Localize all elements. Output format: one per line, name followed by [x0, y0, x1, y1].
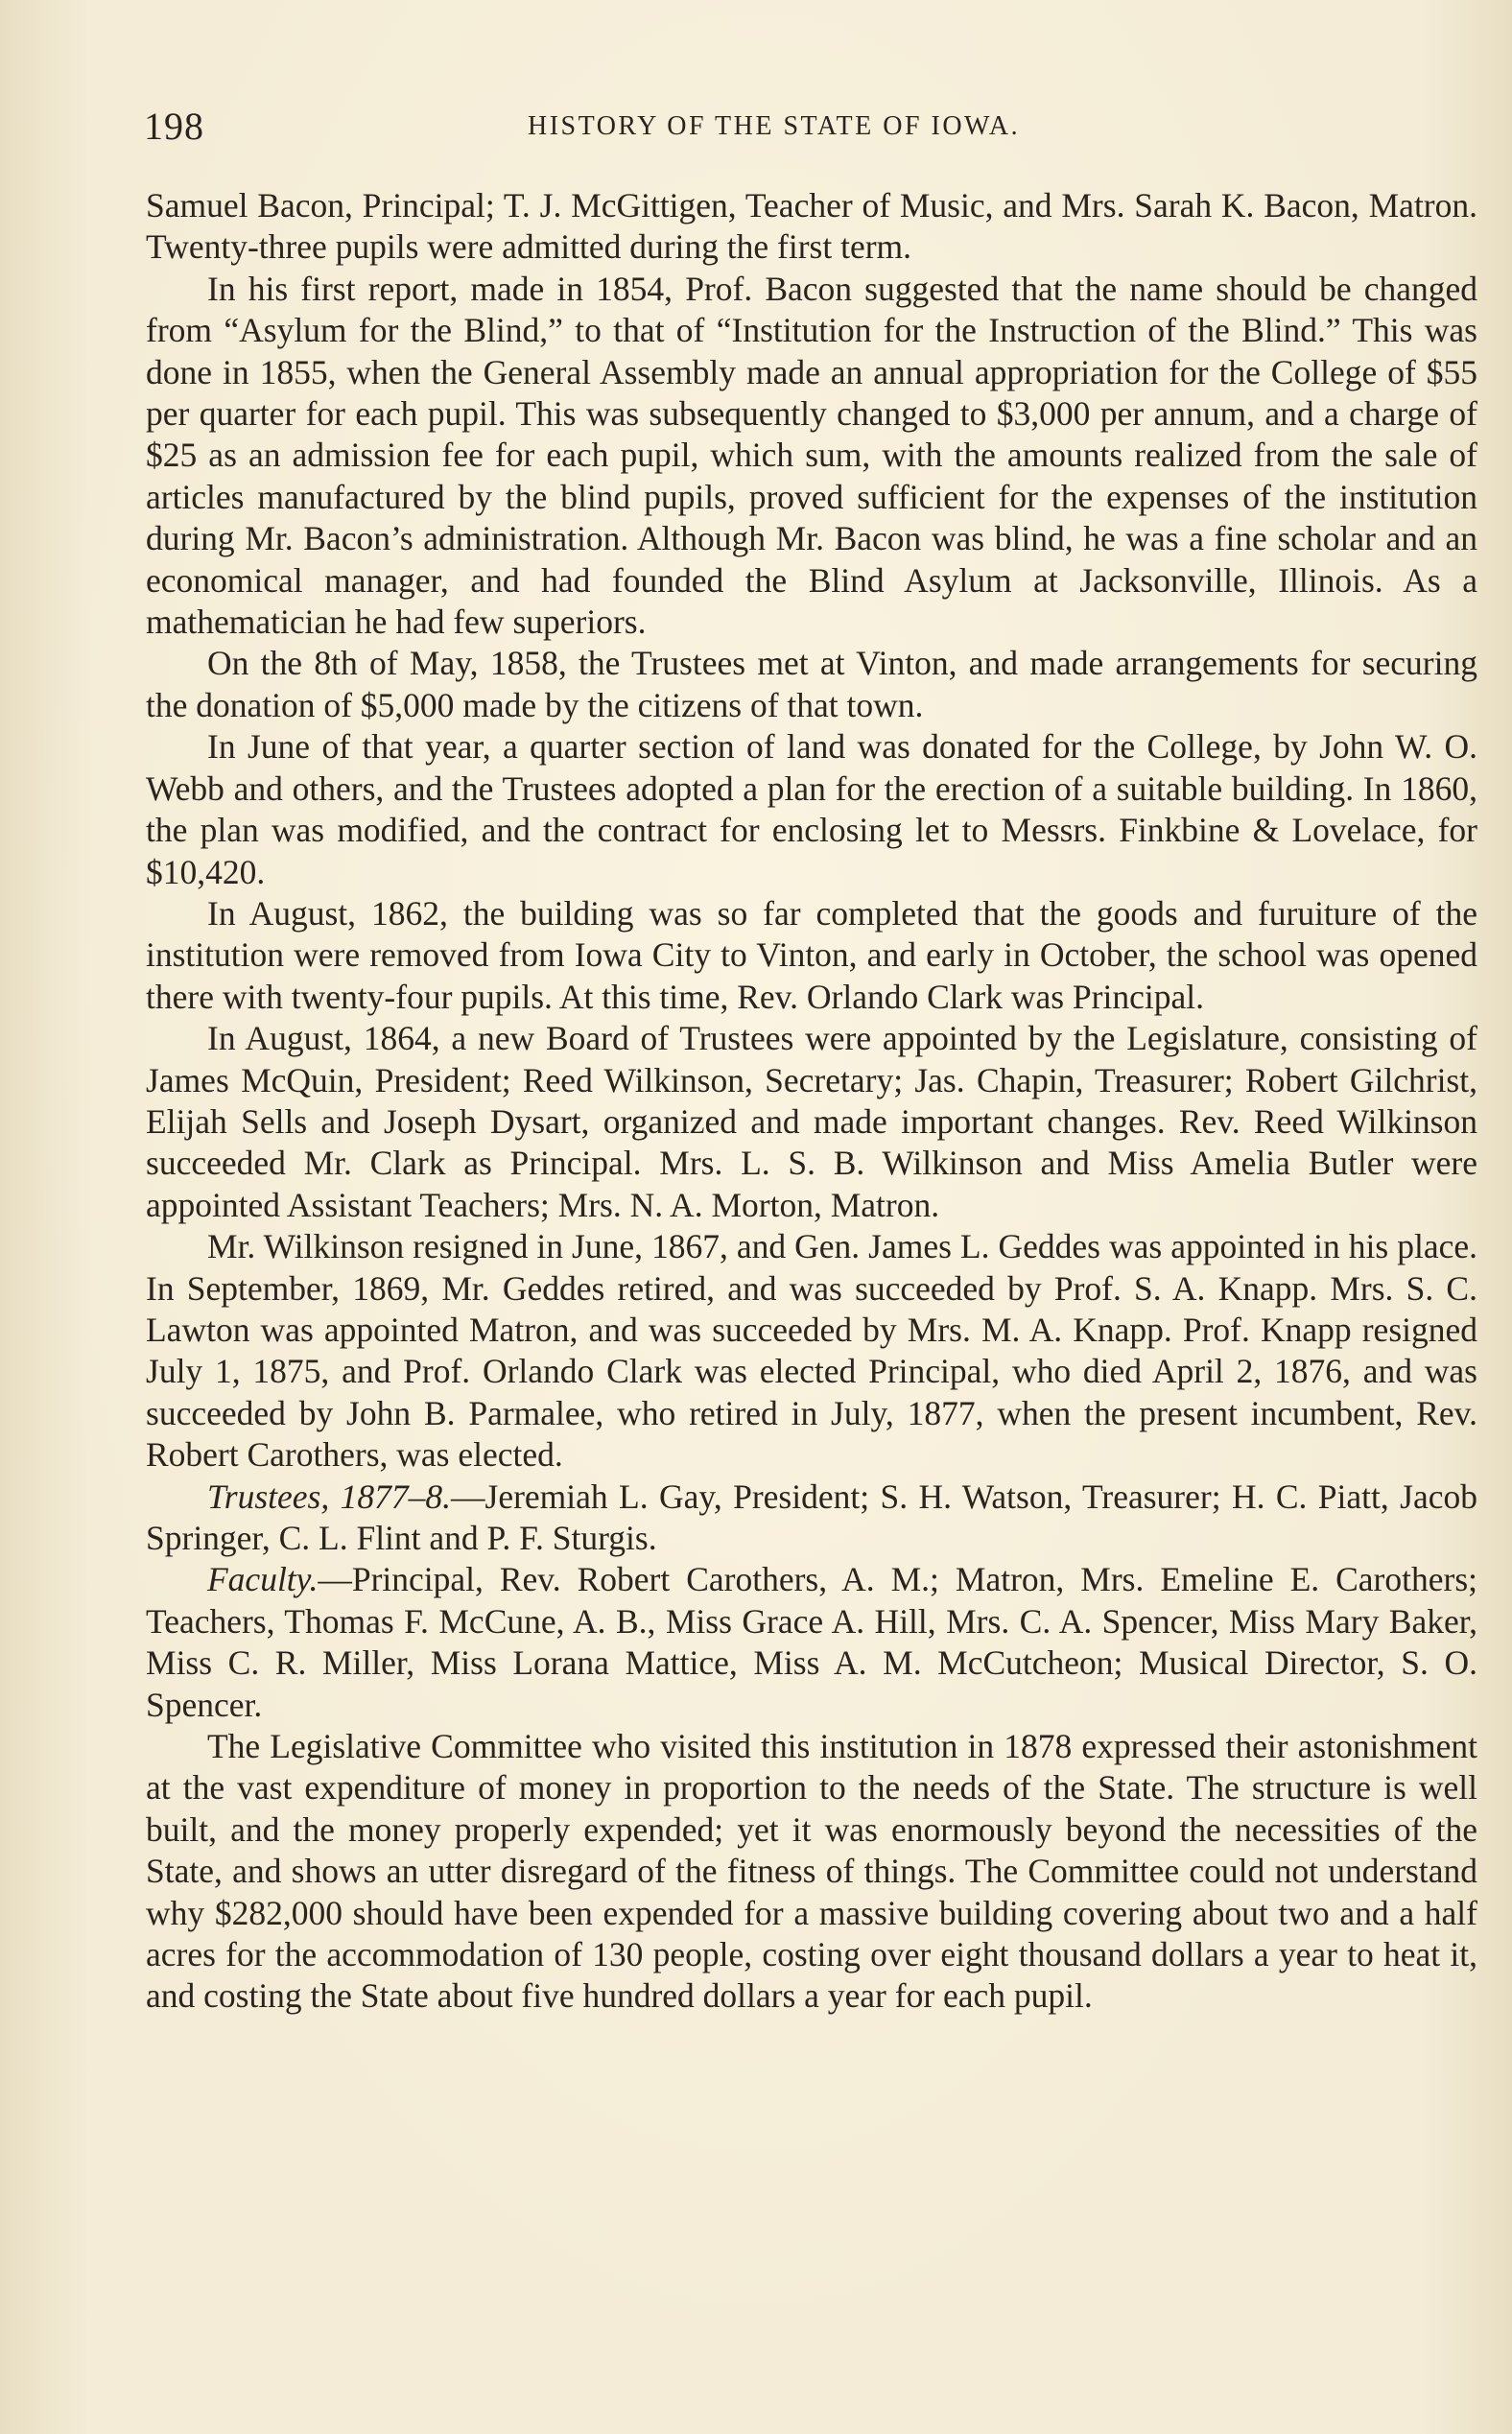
paragraph-text: —Jeremiah L. Gay, President; S. H. Watson, Treasurer; H. C. Piatt, Jacob Springer, C. L. Flint and P. F. Sturgis. — [146, 1477, 1477, 1557]
trustees-paragraph — [146, 1477, 1477, 1560]
paragraph — [146, 1018, 1477, 1226]
paragraph-text: The Legislative Committee who visited this institution in 1878 expressed their astonishment at the vast expenditure of money in proportion to the needs of the State. The structure is well built, and the money properly expended; yet it was enormously beyond the necessities of the State, and shows an utter disregard of the fitness of things. The Committee could not understand why $282,000 should have been expended for a massive building covering about two and a half acres for the accommodation of 130 people, costing over eight thousand dollars a year to heat it, and costing the State about five hundred dollars a year for each pupil. — [146, 1727, 1477, 2016]
paragraph — [146, 185, 1477, 269]
running-title: HISTORY OF THE STATE OF IOWA. — [528, 111, 1021, 141]
paragraph — [146, 726, 1477, 893]
paragraph-text: On the 8th of May, 1858, the Trustees met at Vinton, and made arrangements for securing the donation of $5,000 made by the citizens of that town. — [146, 644, 1477, 724]
body-text — [146, 185, 1477, 2018]
run-in-heading: Faculty. — [207, 1560, 319, 1599]
paragraph-text: In August, 1864, a new Board of Trustees were appointed by the Legislature, consisting of James McQuin, President; Reed Wilkinson, Secretary; Jas. Chapin, Treasurer; Robert Gilchrist, Elijah Sells and Joseph Dysart, organized and made important changes. Rev. Reed Wilkinson succeeded Mr. Clark as Principal. Mrs. L. S. B. Wilkinson and Miss Amelia Butler were appointed Assistant Teachers; Mrs. N. A. Morton, Matron. — [146, 1019, 1477, 1224]
faculty-paragraph — [146, 1559, 1477, 1726]
run-in-heading: Trustees, 1877–8. — [207, 1477, 451, 1516]
paragraph-text: In his first report, made in 1854, Prof. Bacon suggested that the name should be changed from “Asylum for the Blind,” to that of “Institution for the Instruction of the Blind.” This was done in 1855, when the General Assembly made an annual appropriation for the College of $55 per quarter for each pupil. This was subsequently changed to $3,000 per annum, and a charge of $25 as an admission fee for each pupil, which sum, with the amounts realized from the sale of articles manufactured by the blind pupils, proved sufficient for the expenses of the institution during Mr. Bacon’s administration. Although Mr. Bacon was blind, he was a fine scholar and an economical manager, and had founded the Blind Asylum at Jacksonville, Illinois. As a mathematician he had few superiors. — [146, 269, 1477, 642]
paragraph — [146, 1226, 1477, 1476]
paragraph — [146, 269, 1477, 644]
paragraph-text: —Principal, Rev. Robert Carothers, A. M.; Matron, Mrs. Emeline E. Carothers; Teachers, Thomas F. McCune, A. B., Miss Grace A. Hill, Mrs. C. A. Spencer, Miss Mary Baker, Miss C. R. Miller, Miss Lorana Mattice, Miss A. M. McCutcheon; Musical Director, S. O. Spencer. — [146, 1560, 1477, 1724]
paragraph-text: Samuel Bacon, Principal; T. J. McGittigen, Teacher of Music, and Mrs. Sarah K. Bacon, Matron. Twenty-three pupils were admitted during the first term. — [146, 186, 1477, 267]
paragraph-text: In June of that year, a quarter section of land was donated for the College, by John W. O. Webb and others, and the Trustees adopted a plan for the erection of a suitable building. In 1860, the plan was modified, and the contract for enclosing let to Messrs. Finkbine & Lovelace, for $10,420. — [146, 727, 1477, 891]
paragraph-text: Mr. Wilkinson resigned in June, 1867, and Gen. James L. Geddes was appointed in his place. In September, 1869, Mr. Geddes retired, and was succeeded by Prof. S. A. Knapp. Mrs. S. C. Lawton was appointed Matron, and was succeeded by Mrs. M. A. Knapp. Prof. Knapp resigned July 1, 1875, and Prof. Orlando Clark was elected Principal, who died April 2, 1876, and was succeeded by John B. Parmalee, who retired in July, 1877, when the present incumbent, Rev. Robert Carothers, was elected. — [146, 1227, 1477, 1475]
paragraph — [146, 1726, 1477, 2018]
paragraph-text: In August, 1862, the building was so far completed that the goods and furuiture of the institution were removed from Iowa City to Vinton, and early in October, the school was opened there with twenty-four pupils. At this time, Rev. Orlando Clark was Principal. — [146, 893, 1477, 1016]
paragraph — [146, 893, 1477, 1018]
page-number: 198 — [144, 105, 204, 148]
running-head — [144, 104, 1477, 161]
paragraph — [146, 643, 1477, 726]
